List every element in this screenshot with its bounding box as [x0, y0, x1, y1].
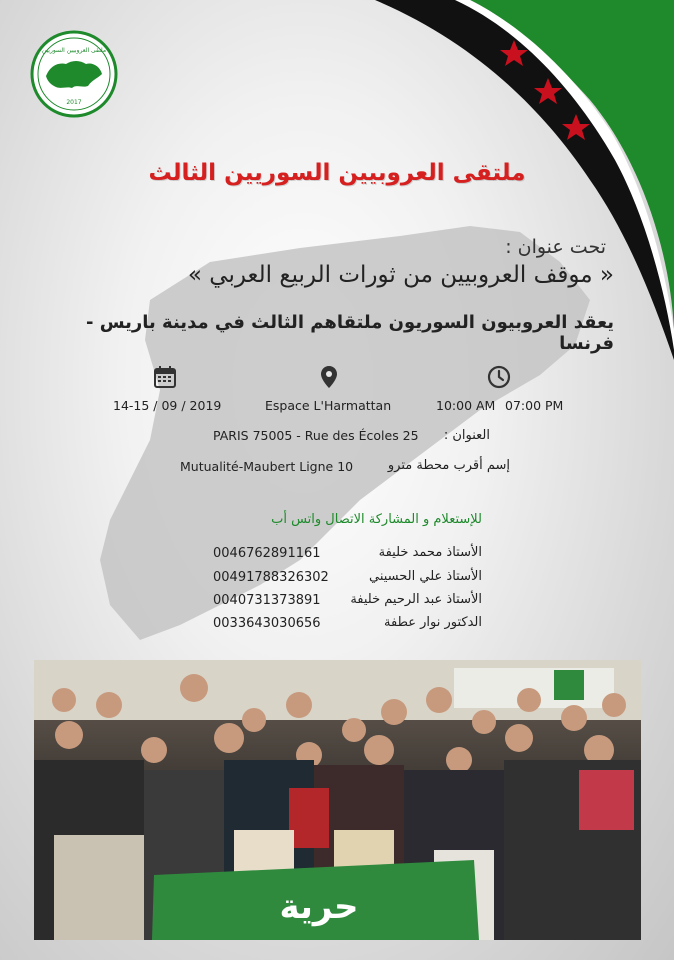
address-label: العنوان : — [443, 428, 490, 443]
location-pin-icon — [316, 364, 342, 390]
event-theme: « موقف العروبيين من ثورات الربيع العربي » — [187, 262, 614, 288]
event-date: 14-15 / 09 / 2019 — [113, 398, 222, 413]
calendar-icon — [152, 364, 178, 390]
group-photo-illustration — [34, 660, 641, 940]
contact-phone: 0040731373891 — [213, 593, 321, 608]
banner-text: حرية — [279, 887, 359, 927]
contact-name: الدكتور نوار عطفة — [384, 615, 482, 630]
subtitle-label: تحت عنوان : — [505, 236, 606, 258]
clock-icon — [486, 364, 512, 390]
contact-name: الأستاذ علي الحسيني — [369, 569, 482, 584]
metro-value: Mutualité-Maubert Ligne 10 — [180, 459, 354, 474]
event-title: ملتقى العروبيين السوريين الثالث — [148, 160, 526, 186]
contact-phone: 00491788326302 — [213, 570, 329, 585]
contact-name: الأستاذ محمد خليفة — [378, 545, 482, 560]
event-end-time: 07:00 PM — [505, 398, 564, 413]
svg-text:ملتقى العروبيين السوريين: ملتقى العروبيين السوريين — [41, 47, 107, 54]
organization-logo — [30, 30, 118, 118]
address-value: PARIS 75005 - Rue des Écoles 25 — [213, 428, 419, 443]
contact-phone: 0046762891161 — [213, 546, 321, 561]
metro-label: إسم أقرب محطة مترو — [387, 458, 510, 473]
svg-text:2017: 2017 — [66, 99, 82, 106]
contact-heading: للإستعلام و المشاركة الاتصال واتس أب — [271, 512, 482, 527]
meeting-announcement: يعقد العروبيون السوريون ملتقاهم الثالث في مدينة باريس - فرنسا — [85, 312, 614, 354]
group-photo — [34, 660, 641, 940]
event-venue: Espace L'Harmattan — [265, 398, 392, 413]
contact-phone: 0033643030656 — [213, 616, 321, 631]
event-start-time: 10:00 AM — [436, 398, 496, 413]
contact-name: الأستاذ عبد الرحيم خليفة — [350, 592, 482, 607]
